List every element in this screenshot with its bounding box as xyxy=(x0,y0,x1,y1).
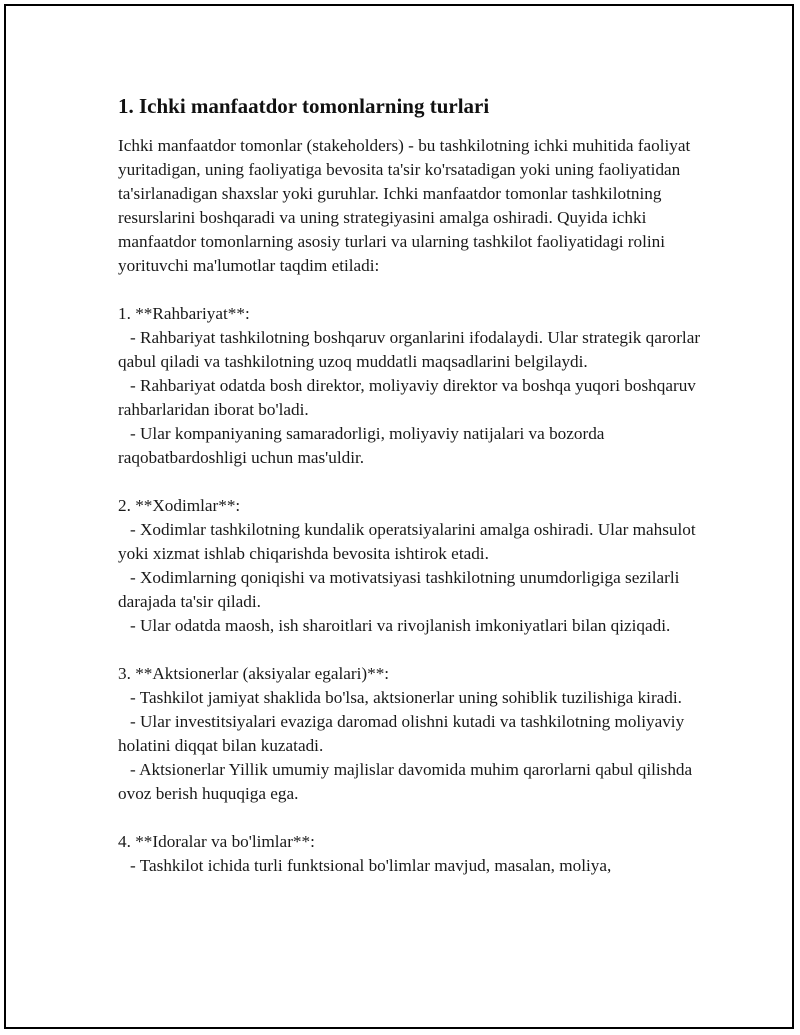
intro-paragraph: Ichki manfaatdor tomonlar (stakeholders) - bu tashkilotning ichki muhitida faoliyat yuritadigan, uning faoliyatiga bevosita ta'sir ko'rsatadigan yoki uning faoliyatidan ta'sirlanadigan shaxslar yoki guruhlar. Ichki manfaatdor tomonlar tashkilotning resurslarini boshqaradi va uning strategiyasini amalga oshiradi. Quyida ichki manfaatdor tomonlarning asosiy turlari va ularning tashkilot faoliyatidagi rolini yorituvchi ma'lumotlar taqdim etiladi: xyxy=(118,136,695,275)
bullet-item: - Ular odatda maosh, ish sharoitlari va rivojlanish imkoniyatlari bilan qiziqadi. xyxy=(130,616,671,635)
document-body xyxy=(118,92,718,878)
bullet-item: - Aktsionerlar Yillik umumiy majlislar davomida muhim qarorlarni qabul qilishda ovoz berish huquqiga ega. xyxy=(118,760,697,803)
section-aktsionerlar xyxy=(118,662,718,806)
section-rahbariyat xyxy=(118,302,718,470)
bullet-item: - Rahbariyat tashkilotning boshqaruv organlarini ifodalaydi. Ular strategik qarorlar qabul qiladi va tashkilotning uzoq muddatli maqsadlarini belgilaydi. xyxy=(118,328,705,371)
spacer xyxy=(118,638,718,662)
bullet-item: - Tashkilot ichida turli funktsional bo'limlar mavjud, masalan, moliya, xyxy=(130,856,612,875)
section-idoralar xyxy=(118,830,718,878)
bullet-item: - Xodimlar tashkilotning kundalik operatsiyalarini amalga oshiradi. Ular mahsulot yoki xizmat ishlab chiqarishda bevosita ishtirok etadi. xyxy=(118,520,700,563)
spacer xyxy=(118,470,718,494)
section-title: 4. **Idoralar va bo'limlar**: xyxy=(118,832,315,851)
spacer xyxy=(118,278,718,302)
section-title: 3. **Aktsionerlar (aksiyalar egalari)**: xyxy=(118,664,390,683)
spacer xyxy=(118,806,718,830)
section-title: 2. **Xodimlar**: xyxy=(118,496,241,515)
section-title: 1. **Rahbariyat**: xyxy=(118,304,250,323)
bullet-item: - Xodimlarning qoniqishi va motivatsiyasi tashkilotning unumdorligiga sezilarli darajada ta'sir qiladi. xyxy=(118,568,684,611)
bullet-item: - Ular kompaniyaning samaradorligi, moliyaviy natijalari va bozorda raqobatbardoshligi uchun mas'uldir. xyxy=(118,424,609,467)
bullet-item: - Rahbariyat odatda bosh direktor, moliyaviy direktor va boshqa yuqori boshqaruv rahbarlaridan iborat bo'ladi. xyxy=(118,376,701,419)
document-heading: 1. Ichki manfaatdor tomonlarning turlari xyxy=(118,94,490,118)
bullet-item: - Tashkilot jamiyat shaklida bo'lsa, aktsionerlar uning sohiblik tuzilishiga kiradi. xyxy=(130,688,682,707)
bullet-item: - Ular investitsiyalari evaziga daromad olishni kutadi va tashkilotning moliyaviy holatini diqqat bilan kuzatadi. xyxy=(118,712,689,755)
section-xodimlar xyxy=(118,494,718,638)
